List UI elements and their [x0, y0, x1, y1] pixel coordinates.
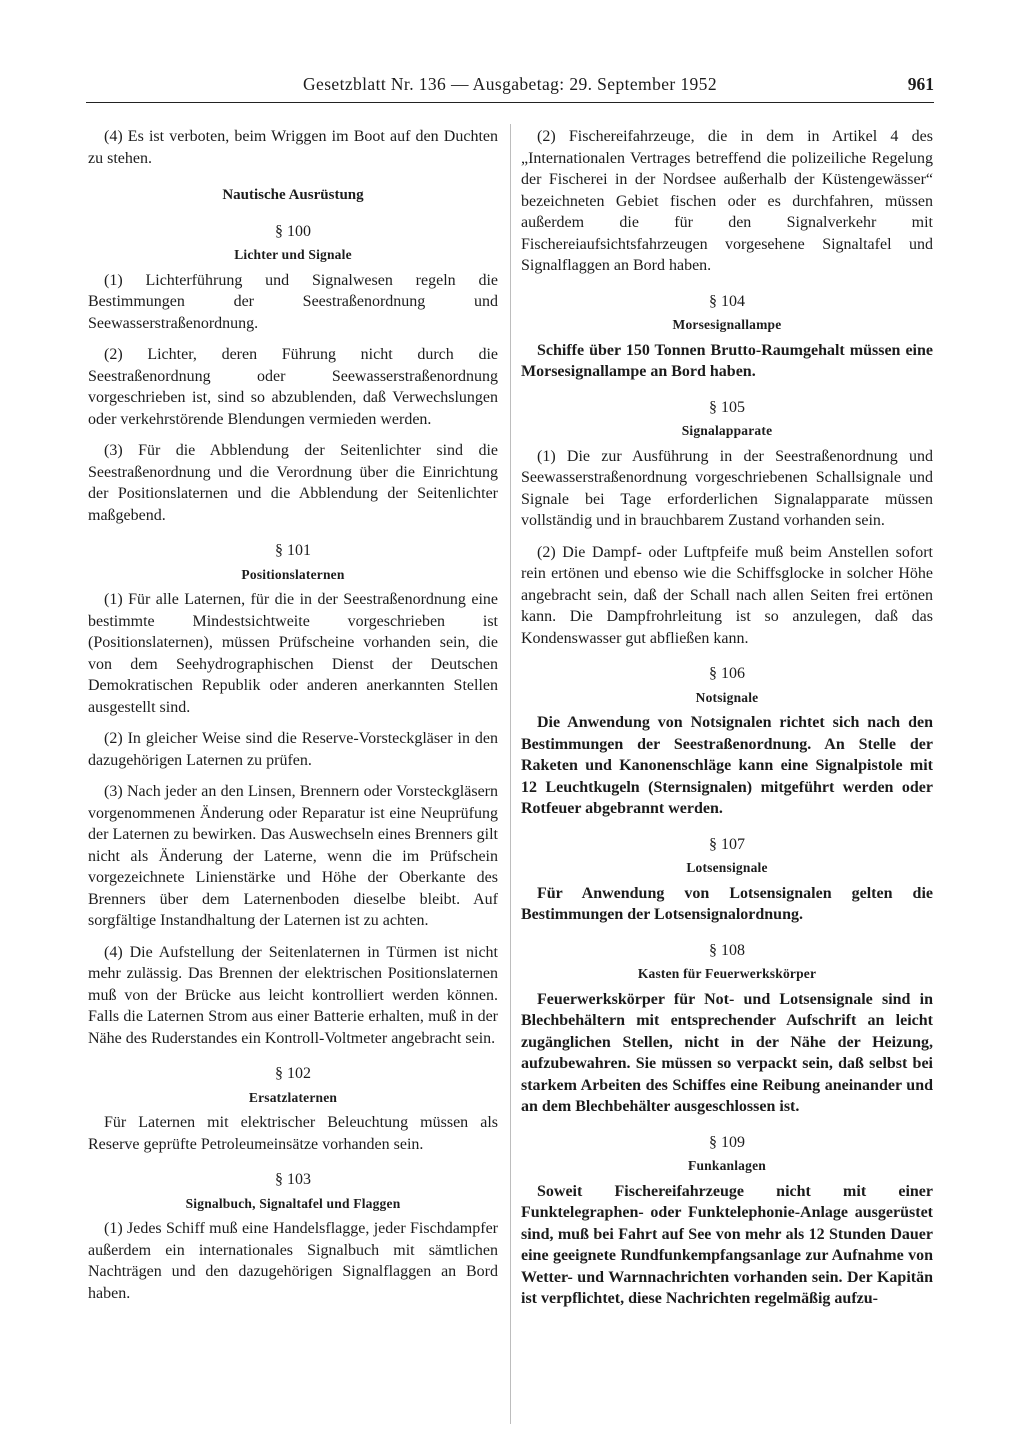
section-number: § 108 — [709, 941, 745, 959]
section-title: Funkanlagen — [688, 1158, 766, 1173]
section-number: § 106 — [709, 665, 745, 682]
paragraph: Schiffe über 150 Tonnen Brutto-Raumgehalt müssen eine Morsesignallampe an Bord haben. — [521, 341, 933, 380]
section-number: § 109 — [709, 1133, 745, 1151]
paragraph: Für Anwendung von Lotsensignalen gelten die Bestimmungen der Lotsensignalordnung. — [521, 884, 933, 923]
paragraph: Feuerwerkskörper für Not- und Lotsensignale sind in Blechbehältern mit entsprechender Aufschrift an leicht zugänglichen Stellen, nicht in der Nähe der Heizung, aufzubewahren. Sie müssen so verpackt sein, daß selbst bei starkem Arbeiten des Schiffes eine Reibung aneinander und an dem Blechbehälter ausgeschlossen ist. — [521, 990, 933, 1115]
left-column — [88, 126, 498, 1314]
paragraph: Für Laternen mit elektrischer Beleuchtung müssen als Reserve geprüfte Petroleumeinsätze vorhanden sein. — [88, 1114, 498, 1153]
paragraph: Die Anwendung von Notsignalen richtet sich nach den Bestimmungen der Seestraßenordnung. An Stelle der Raketen und Kanonenschläge kann eine Signalpistole mit 12 Leuchtkugeln (Sternsignalen) mitgeführt werden oder Rotfeuer abgebrannt werden. — [521, 714, 933, 817]
paragraph: (1) Jedes Schiff muß eine Handelsflagge, jeder Fischdampfer außerdem ein internationales Signalbuch mit sämtlichen Nachträgen und den dazugehörigen Signalflaggen an Bord haben. — [88, 1220, 498, 1302]
section-number: § 101 — [275, 542, 311, 559]
section-title: Positionslaternen — [241, 566, 345, 582]
paragraph: Soweit Fischereifahrzeuge nicht mit einer Funktelegraphen- oder Funktelephonie-Anlage ausgerüstet sind, muß bei Fahrt auf See von mehr als 12 Stunden Dauer eine geeignete Rundfunkempfangsanlage zur Aufnahme von Wetter- und Warnnachrichten vorhanden sein. Der Kapitän ist verpflichtet, diese Nachrichten regelmäßig aufzu- — [521, 1182, 933, 1307]
paragraph: (1) Die zur Ausführung in der Seestraßenordnung und Seewasserstraßenordnung vorgeschriebenen Schallsignale und Signale bei Tage erforderlichen Signalapparate müssen vollständig und in brauchbarem Zustand vorhanden sein. — [521, 447, 933, 529]
paragraph: (2) Die Dampf- oder Luftpfeife muß beim Anstellen sofort rein ertönen und ebenso wie die Schiffsglocke in solcher Höhe angebracht sein, daß der Schall nach allen Seiten frei ertönen kann. Die Dampfrohrleitung ist so anzulegen, daß das Kondenswasser gut abfließen kann. — [521, 543, 933, 647]
page-number: 961 — [907, 74, 934, 94]
section-heading: Nautische Ausrüstung — [222, 187, 364, 203]
section-number: § 100 — [275, 222, 311, 240]
paragraph: (1) Lichterführung und Signalwesen regeln die Bestimmungen der Seestraßenordnung und Seewasserstraßenordnung. — [88, 271, 498, 332]
section-number: § 102 — [275, 1065, 311, 1082]
section-title: Morsesignallampe — [672, 317, 782, 332]
section-title: Signalbuch, Signaltafel und Flaggen — [185, 1195, 401, 1211]
section-title: Lotsensignale — [686, 860, 768, 875]
section-title: Notsignale — [695, 689, 759, 705]
paragraph: (2) Fischereifahrzeuge, die in dem in Artikel 4 des „Internationalen Vertrages betreffend die polizeiliche Regelung der Fischerei in der Nordsee außerhalb der Küstengewässer“ bezeichneten Gebiet fischen oder es durchfahren, müssen außerdem die für den Signalverkehr mit Fischereiaufsichtsfahrzeugen vorgesehene Signaltafel und Signalflaggen an Bord haben. — [521, 128, 933, 274]
section-title: Signalapparate — [681, 423, 773, 438]
page-header — [86, 74, 934, 103]
paragraph: (2) Lichter, deren Führung nicht durch die Seestraßenordnung oder Seewasserstraßenordnung vorgeschrieben ist, sind so abzublenden, daß Verwechslungen oder verkehrstörende Blendungen vermieden werden. — [88, 346, 498, 428]
section-number: § 105 — [709, 398, 745, 416]
section-title: Ersatzlaternen — [248, 1089, 338, 1105]
section-number: § 103 — [275, 1171, 311, 1188]
section-title: Lichter und Signale — [234, 247, 352, 262]
paragraph: (3) Nach jeder an den Linsen, Brennern oder Vorsteckgläsern vorgenommenen Änderung oder Reparatur ist eine Neuprüfung der Laternen zu bewirken. Das Auswechseln eines Brenners gilt nicht als Änderung der Laterne, wenn die im Prüfschein vorgezeichnete Linienstärke und Höhe der Oberkante des Brenners über dem Laternenboden dieselbe bleibt. Auf sorgfältige Instandhaltung der Laternen ist zu achten. — [88, 783, 498, 929]
column-divider — [510, 124, 511, 1424]
paragraph: (1) Für alle Laternen, für die in der Seestraßenordnung eine bestimmte Mindestsichtweite vorgeschrieben ist (Positionslaternen), müssen Prüfscheine vorhanden sein, die von dem Seehydrographischen Dienst der Deutschen Demokratischen Republik oder anderen anerkannten Stellen ausgestellt sind. — [88, 591, 498, 716]
right-column — [521, 126, 933, 1320]
section-title: Kasten für Feuerwerkskörper — [637, 966, 817, 981]
paragraph: (4) Es ist verboten, beim Wriggen im Boot auf den Duchten zu stehen. — [88, 128, 498, 167]
section-number: § 104 — [709, 292, 745, 310]
paragraph: (2) In gleicher Weise sind die Reserve-Vorsteckgläser in den dazugehörigen Laternen zu prüfen. — [88, 730, 498, 769]
paragraph: (3) Für die Abblendung der Seitenlichter sind die Seestraßenordnung und die Verordnung über die Einrichtung der Positionslaternen und die Abblendung der Seitenlichter maßgebend. — [88, 442, 498, 524]
header-title: Gesetzblatt Nr. 136 — Ausgabetag: 29. September 1952 — [303, 74, 717, 94]
section-number: § 107 — [709, 835, 745, 853]
paragraph: (4) Die Aufstellung der Seitenlaternen in Türmen ist nicht mehr zulässig. Das Brennen der elektrischen Positionslaternen muß von der Brücke aus leicht kontrolliert werden können. Falls die Laternen Strom aus einer Batterie erhalten, muß in der Nähe des Ruderstandes ein Kontroll-Voltmeter angebracht sein. — [88, 943, 498, 1047]
